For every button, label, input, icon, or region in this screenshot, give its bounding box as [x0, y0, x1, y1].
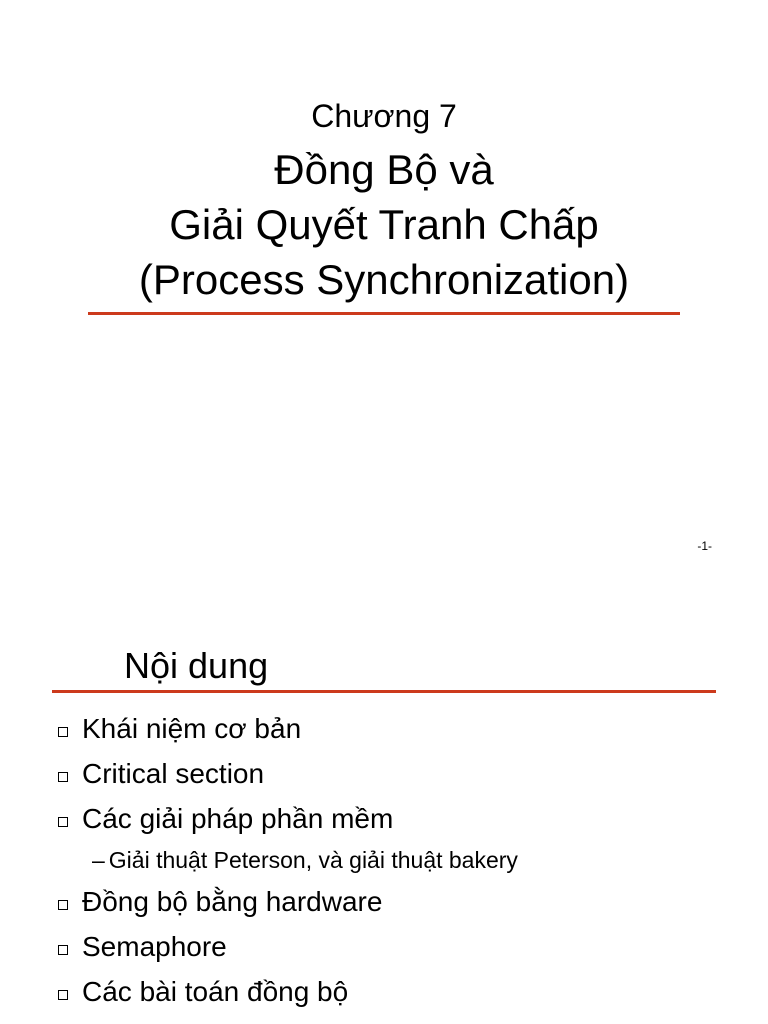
dash-bullet: –: [92, 847, 105, 873]
list-item: [58, 706, 518, 751]
chapter-label: Chương 7: [311, 98, 457, 134]
list-item-label: Semaphore: [82, 931, 227, 962]
contents-heading: Nội dung: [124, 645, 269, 686]
list-item: [58, 751, 518, 796]
square-bullet-icon: [58, 945, 68, 955]
list-item-label: Critical section: [82, 758, 265, 789]
contents-list: [58, 706, 518, 1014]
heading-divider: [52, 690, 716, 693]
title-divider: [88, 312, 680, 315]
list-item-label: Các bài toán đồng bộ: [82, 976, 349, 1007]
title-line: (Process Synchronization): [138, 256, 630, 303]
square-bullet-icon: [58, 817, 68, 827]
list-item: [58, 796, 518, 841]
square-bullet-icon: [58, 900, 68, 910]
slide-title: [0, 142, 768, 307]
square-bullet-icon: [58, 772, 68, 782]
list-item: [58, 924, 518, 969]
title-line: Đồng Bộ và: [274, 146, 494, 193]
list-item: [58, 879, 518, 924]
square-bullet-icon: [58, 727, 68, 737]
list-item-label: Đồng bộ bằng hardware: [82, 886, 383, 917]
list-item-label: Các giải pháp phần mềm: [82, 803, 394, 834]
page-number: -1-: [697, 539, 712, 553]
sub-list-item-label: Giải thuật Peterson, và giải thuật bakery: [108, 847, 518, 873]
square-bullet-icon: [58, 990, 68, 1000]
sub-list-item: [58, 841, 518, 879]
title-line: Giải Quyết Tranh Chấp: [169, 201, 599, 248]
list-item: [58, 969, 518, 1014]
list-item-label: Khái niệm cơ bản: [82, 713, 302, 744]
